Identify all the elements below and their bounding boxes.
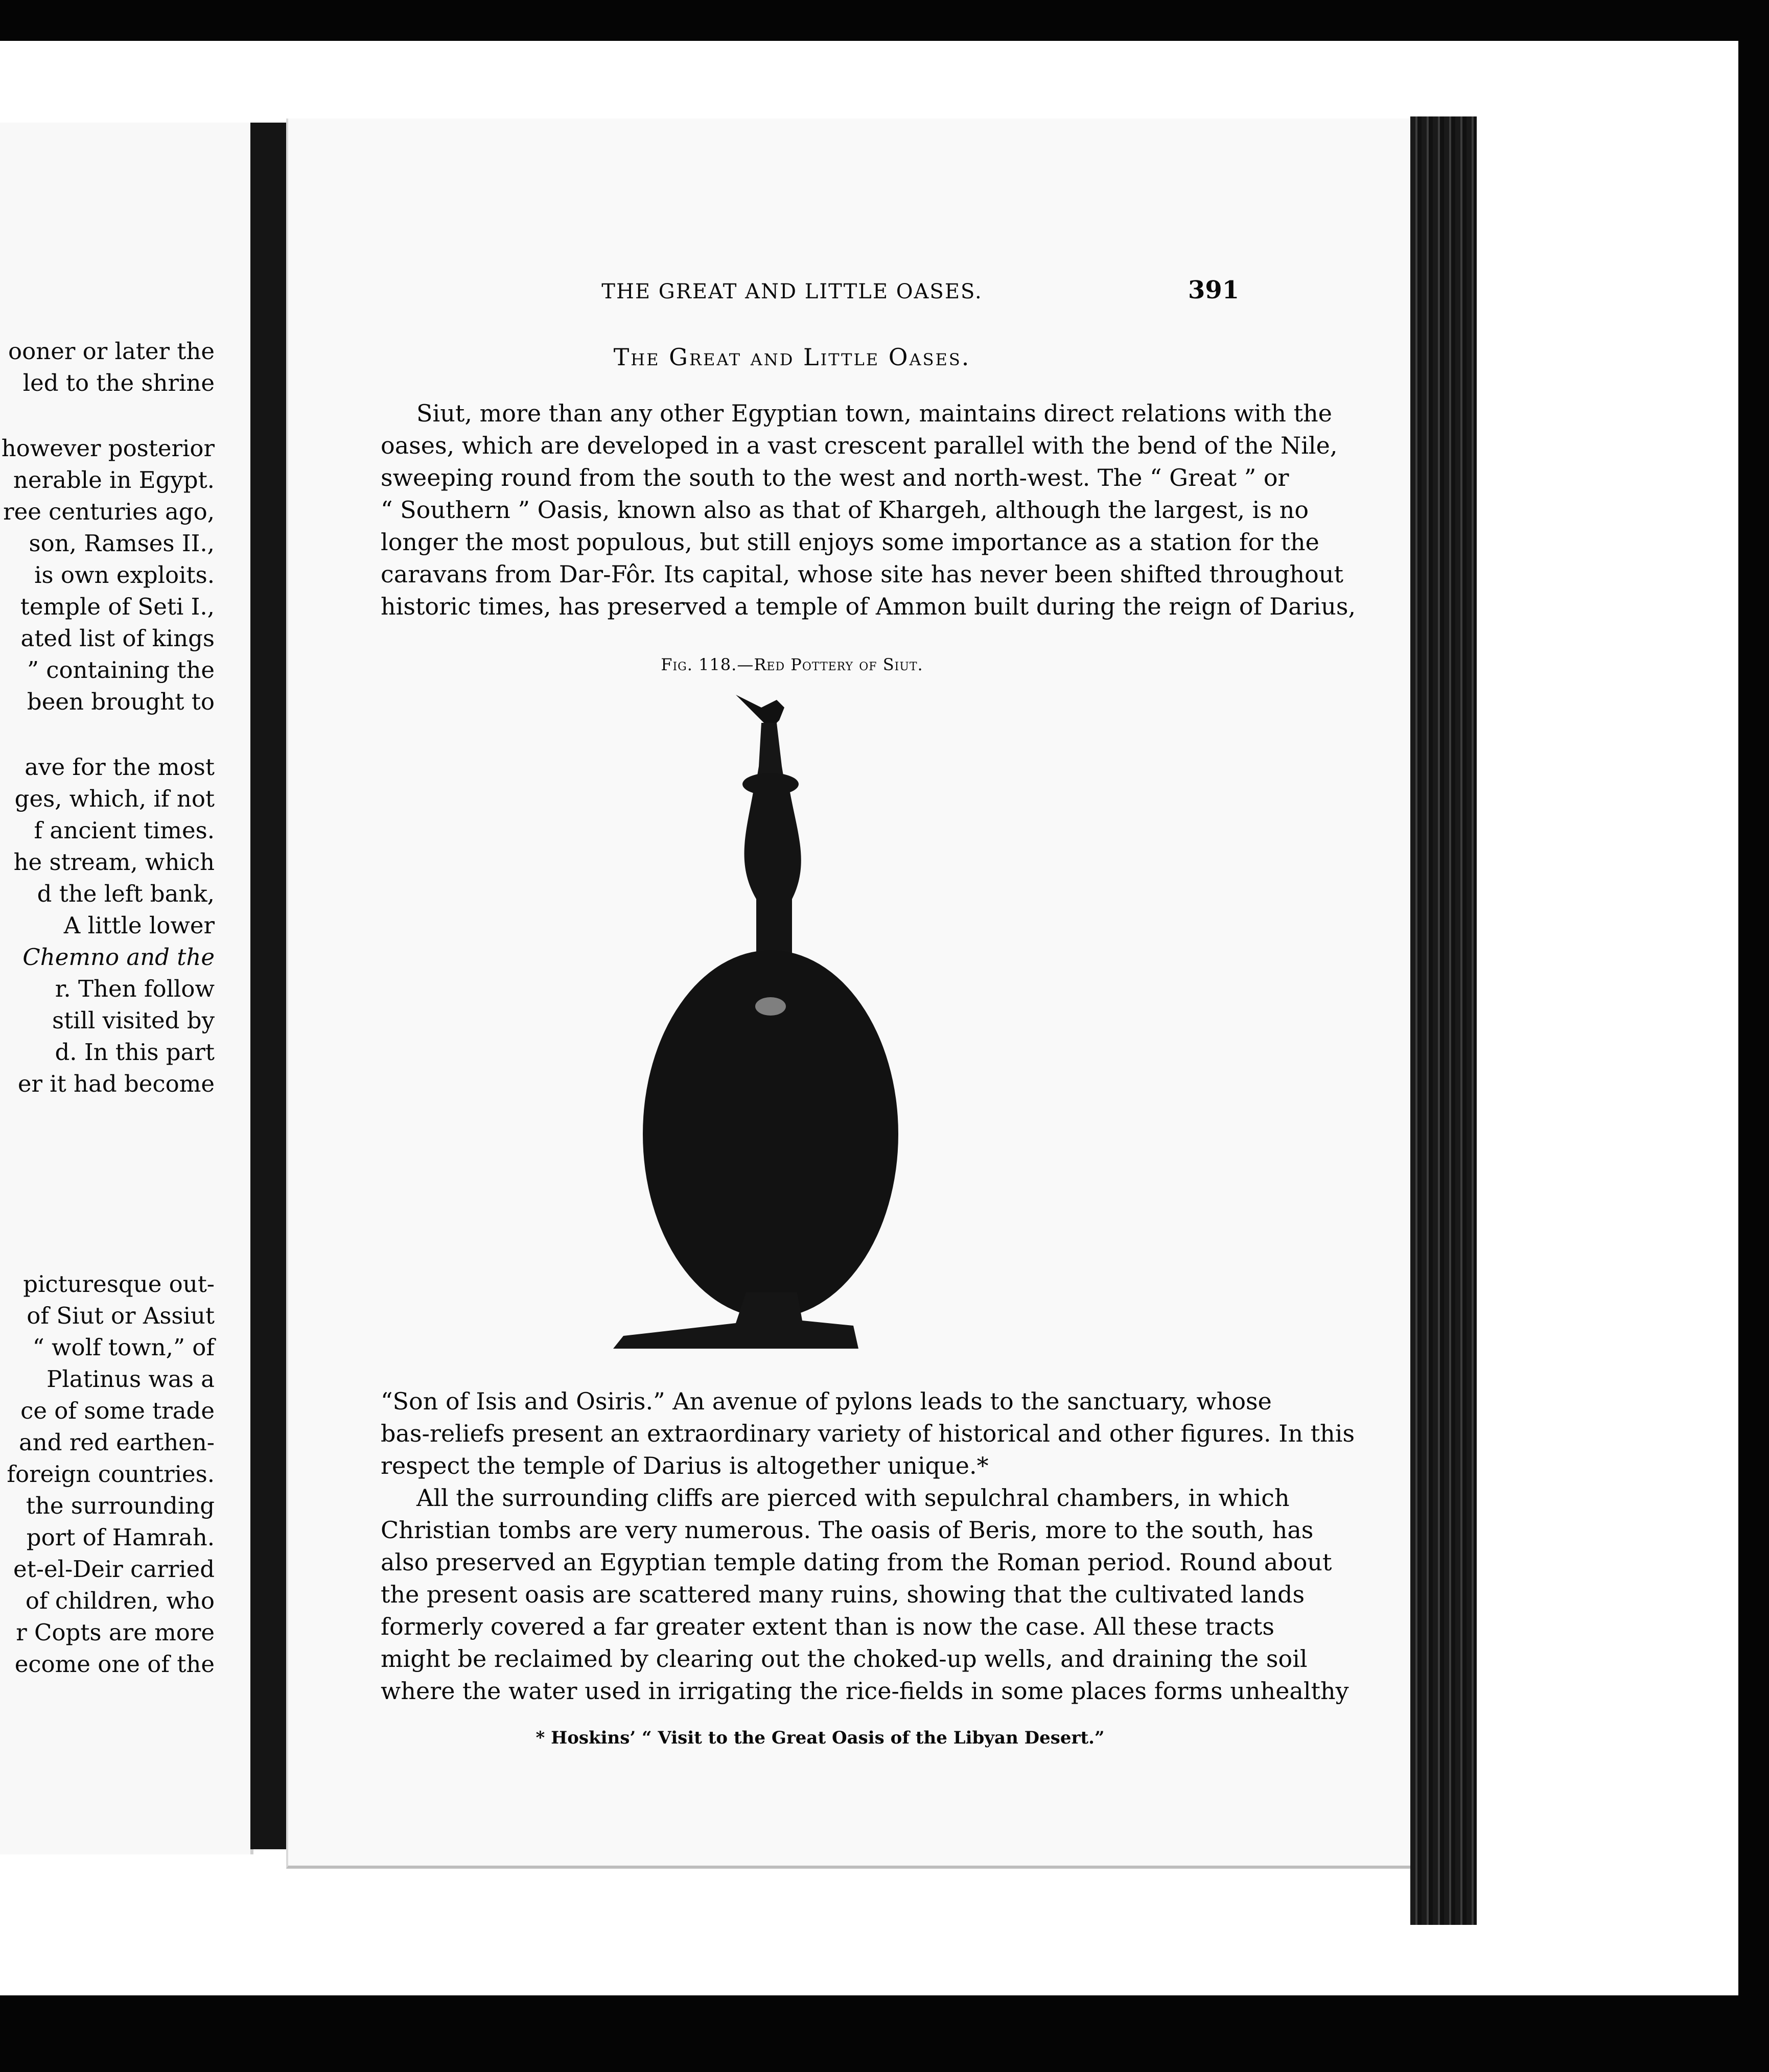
- left-text-line: ecome one of the: [14, 1651, 215, 1678]
- text-line: bas-reliefs present an extraordinary variety of historical and other figures. In this: [381, 1420, 1355, 1447]
- left-text-line: f ancient times.: [34, 817, 215, 844]
- text-line: sweeping round from the south to the west and north-west. The “ Great ” or: [381, 464, 1289, 491]
- left-text-line: d the left bank,: [37, 880, 215, 907]
- text-line: where the water used in irrigating the rice-fields in some places forms unhealthy: [381, 1677, 1349, 1705]
- left-text-line: ce of some trade: [20, 1397, 215, 1424]
- text-line: All the surrounding cliffs are pierced with sepulchral chambers, in which: [416, 1484, 1290, 1512]
- left-text-line: ated list of kings: [20, 625, 215, 652]
- scan-border-right: [1738, 0, 1769, 2072]
- left-text-line: ges, which, if not: [14, 785, 215, 812]
- running-head: THE GREAT AND LITTLE OASES.: [601, 280, 983, 303]
- left-text-line: still visited by: [52, 1007, 215, 1034]
- left-text-line: nerable in Egypt.: [13, 466, 215, 493]
- left-text-line: and red earthen-: [18, 1429, 215, 1456]
- scan-border-top: [0, 0, 1769, 41]
- text-line: longer the most populous, but still enjoys some importance as a station for the: [381, 528, 1319, 556]
- left-text-line: the surrounding: [26, 1492, 215, 1519]
- figure-red-pottery: [608, 679, 894, 1364]
- pottery-flask-image: [608, 679, 894, 1364]
- text-line: Christian tombs are very numerous. The oasis of Beris, more to the south, has: [381, 1516, 1314, 1544]
- text-line: Siut, more than any other Egyptian town, maintains direct relations with the: [416, 399, 1332, 427]
- left-text-line: et-el-Deir carried: [13, 1556, 215, 1583]
- text-line: “Son of Isis and Osiris.” An avenue of pylons leads to the sanctuary, whose: [381, 1387, 1272, 1415]
- left-text-line: d. In this part: [55, 1039, 215, 1066]
- left-text-line: ree centuries ago,: [3, 498, 215, 525]
- left-text-line: son, Ramses II.,: [29, 530, 215, 557]
- left-text-line: er it had become: [17, 1070, 215, 1097]
- left-text-line: r Copts are more: [16, 1619, 215, 1646]
- page-edge-stack: [1410, 116, 1477, 1925]
- text-line: “ Southern ” Oasis, known also as that of Khargeh, although the largest, is no: [381, 496, 1309, 524]
- left-text-line: temple of Seti I.,: [20, 593, 215, 620]
- left-text-line: A little lower: [63, 912, 215, 939]
- left-text-line: ” containing the: [27, 656, 215, 684]
- text-line: respect the temple of Darius is altogether unique.*: [381, 1452, 989, 1479]
- left-text-line: been brought to: [27, 688, 215, 715]
- left-text-line: Platinus was a: [46, 1365, 215, 1393]
- left-text-line: led to the shrine: [22, 369, 215, 396]
- scan-border-bottom: [0, 1995, 1769, 2072]
- left-text-line: he stream, which: [13, 849, 215, 876]
- left-text-line: r. Then follow: [55, 975, 215, 1002]
- left-text-line: picturesque out-: [23, 1270, 215, 1298]
- left-text-line: is own exploits.: [34, 561, 215, 588]
- left-text-line: port of Hamrah.: [26, 1524, 215, 1551]
- section-title: The Great and Little Oases.: [613, 343, 971, 371]
- left-text-line: of Siut or Assiut: [27, 1302, 215, 1329]
- paragraph-2: [381, 1482, 1349, 1707]
- left-text-line: ooner or later the: [8, 338, 215, 365]
- left-text-line: foreign countries.: [7, 1461, 215, 1488]
- left-text-line: of children, who: [25, 1587, 215, 1614]
- text-line: caravans from Dar-Fôr. Its capital, whose site has never been shifted throughout: [381, 560, 1343, 588]
- footnote: * Hoskins’ “ Visit to the Great Oasis of the Libyan Desert.”: [536, 1728, 1105, 1748]
- left-page: [0, 123, 253, 1854]
- left-text-line: however posterior: [1, 435, 215, 462]
- left-text-line: Chemno and the: [22, 944, 215, 971]
- left-text-line: ave for the most: [25, 754, 215, 781]
- book-gutter: [250, 123, 286, 1849]
- left-text-line: “ wolf town,” of: [32, 1334, 215, 1361]
- figure-caption: Fig. 118.—Red Pottery of Siut.: [661, 655, 923, 674]
- paragraph-1-continued: [381, 1385, 1355, 1482]
- text-line: oases, which are developed in a vast crescent parallel with the bend of the Nile,: [381, 432, 1338, 459]
- text-line: historic times, has preserved a temple of Ammon built during the reign of Darius,: [381, 593, 1356, 620]
- text-line: the present oasis are scattered many ruins, showing that the cultivated lands: [381, 1581, 1305, 1608]
- text-line: might be reclaimed by clearing out the choked-up wells, and draining the soil: [381, 1645, 1308, 1673]
- text-line: formerly covered a far greater extent than is now the case. All these tracts: [381, 1613, 1274, 1640]
- paragraph-1: [381, 397, 1356, 623]
- text-line: also preserved an Egyptian temple dating from the Roman period. Round about: [381, 1548, 1332, 1576]
- page-number: 391: [1188, 276, 1240, 304]
